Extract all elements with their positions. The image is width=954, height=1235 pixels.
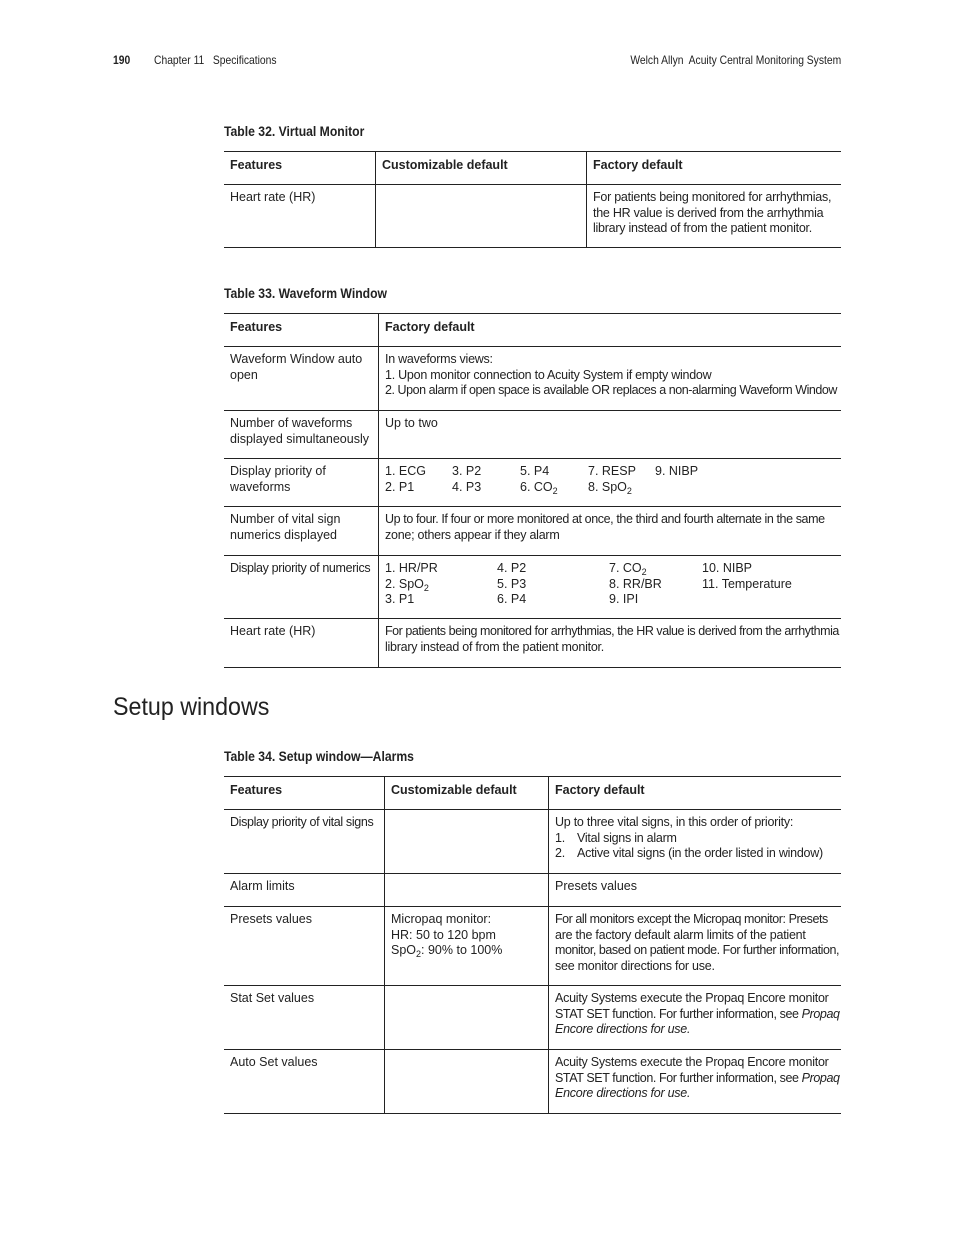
list-item: 1. HR/PR: [385, 561, 438, 575]
feature-cell: Stat Set values: [230, 991, 315, 1005]
list-item: 1. Vital signs in alarm: [555, 830, 677, 845]
feature-cell: Heart rate (HR): [230, 624, 316, 638]
list-item: 1. ECG: [385, 464, 426, 478]
list-item: 9. IPI: [609, 592, 639, 607]
customizable-cell: [375, 185, 586, 247]
column-header-customizable: Customizable default: [375, 152, 586, 184]
table-row: [224, 507, 841, 556]
table-row: [224, 459, 841, 507]
table-row: [224, 347, 841, 411]
list-item: 6. $CO_2$: [520, 479, 558, 496]
feature-cell: Auto Set values: [230, 1055, 318, 1069]
list-item: 6. P4: [497, 592, 527, 607]
factory-cell: Acuity Systems execute the Propaq Encore monitor STAT SET function. For further information, see Propaq Encore directions for use.: [548, 986, 841, 1049]
section-title: Setup windows: [113, 693, 270, 721]
feature-cell: Number of waveforms displayed simultaneously: [230, 416, 369, 446]
table33: [224, 313, 841, 668]
table32-caption: Table 32. Virtual Monitor: [224, 123, 365, 139]
list-item: 5. P4: [520, 464, 550, 478]
waveform-priority-list: [385, 464, 835, 495]
list-item: 8. SpO$_2$: [588, 479, 632, 496]
column-header-customizable: Customizable default: [384, 777, 548, 809]
table-row: [224, 907, 841, 986]
factory-cell: Up to two: [378, 411, 841, 458]
list-item: 2. Active vital signs (in the order listed in window): [555, 846, 823, 861]
customizable-cell: [384, 810, 548, 873]
list-item: 4. P2: [497, 561, 527, 575]
list-item: [702, 592, 832, 608]
feature-cell: Presets values: [230, 912, 312, 926]
customizable-cell: [384, 986, 548, 1049]
list-item: 2. P1: [385, 479, 415, 494]
table-row: [224, 986, 841, 1050]
table-row: [224, 619, 841, 668]
page-number: 190: [113, 53, 131, 67]
column-header-factory: Factory default: [548, 777, 841, 809]
table32-header-row: [224, 151, 841, 185]
product-title: Welch Allyn Acuity Central Monitoring System: [630, 53, 841, 67]
feature-cell: Waveform Window auto open: [230, 352, 363, 382]
column-header-factory: Factory default: [378, 314, 841, 346]
factory-cell: For all monitors except the Micropaq monitor: Presets are the factory default alarm limits of the patient monitor, based on patient mode. For further information, see monitor directions for use.: [548, 907, 841, 985]
numerics-priority-list: [385, 561, 835, 608]
priority-list: [555, 831, 835, 862]
list-item: 8. RR/BR: [609, 576, 662, 591]
list-item: 11. Temperature: [702, 576, 792, 591]
feature-cell: Heart rate (HR): [230, 190, 316, 204]
column-header-features: Features: [230, 320, 283, 334]
table34-caption: Table 34. Setup window—Alarms: [224, 748, 414, 764]
chapter-title: Chapter 11 Specifications: [154, 53, 277, 67]
factory-cell: In waveforms views: 1. Upon monitor connection to Acuity System if empty window 2. Upon alarm if open space is available OR replaces a non-alarming Waveform Window: [378, 347, 841, 410]
feature-cell: Alarm limits: [230, 879, 295, 893]
table34-header-row: [224, 776, 841, 810]
factory-cell: Presets values: [548, 874, 841, 906]
factory-cell: Acuity Systems execute the Propaq Encore monitor STAT SET function. For further information, see Propaq Encore directions for use.: [548, 1050, 841, 1113]
list-item: 9. NIBP: [655, 464, 699, 478]
feature-cell: Display priority of vital signs: [230, 815, 374, 829]
table34: [224, 776, 841, 1114]
list-item: 2. SpO$_2$: [385, 576, 429, 593]
factory-cell: Up to four. If four or more monitored at once, the third and fourth alternate in the same zone; others appear if they alarm: [378, 507, 841, 555]
feature-cell: Display priority of waveforms: [230, 464, 326, 494]
table-row: [224, 556, 841, 619]
table-row: [224, 874, 841, 907]
factory-cell: For patients being monitored for arrhythmias, the HR value is derived from the arrhythmia library instead of from the patient monitor.: [378, 619, 841, 667]
factory-cell: Up to three vital signs, in this order of priority: 1. Vital signs in alarm 2. Active vital signs (in the order listed in window): [548, 810, 841, 873]
table-row: [224, 1050, 841, 1114]
customizable-cell: [384, 1050, 548, 1113]
column-header-features: Features: [230, 783, 283, 797]
factory-cell: [378, 459, 841, 506]
list-item: 4. P3: [452, 479, 482, 494]
list-item: 7. $CO_2$: [609, 561, 647, 577]
customizable-cell: Micropaq monitor: HR: 50 to 120 bpm SpO$_2$: 90% to 100%: [384, 907, 548, 985]
factory-cell: For patients being monitored for arrhythmias, the HR value is derived from the arrhythmia library instead of from the patient monitor.: [586, 185, 841, 247]
list-item: 10. NIBP: [702, 561, 753, 575]
table-row: [224, 411, 841, 459]
factory-cell: [378, 556, 841, 618]
table-row: [224, 185, 841, 248]
column-header-factory: Factory default: [586, 152, 841, 184]
feature-cell: Number of vital sign numerics displayed: [230, 512, 341, 542]
list-item: 7. RESP: [588, 464, 636, 478]
list-item: 5. P3: [497, 576, 527, 591]
table-row: [224, 810, 841, 874]
list-item: 3. P1: [385, 592, 415, 607]
customizable-cell: [384, 874, 548, 906]
table33-header-row: [224, 313, 841, 347]
feature-cell: Display priority of numerics: [230, 561, 371, 575]
table33-caption: Table 33. Waveform Window: [224, 285, 388, 301]
list-item: 3. P2: [452, 464, 482, 478]
column-header-features: Features: [230, 158, 283, 172]
table32: [224, 151, 841, 248]
